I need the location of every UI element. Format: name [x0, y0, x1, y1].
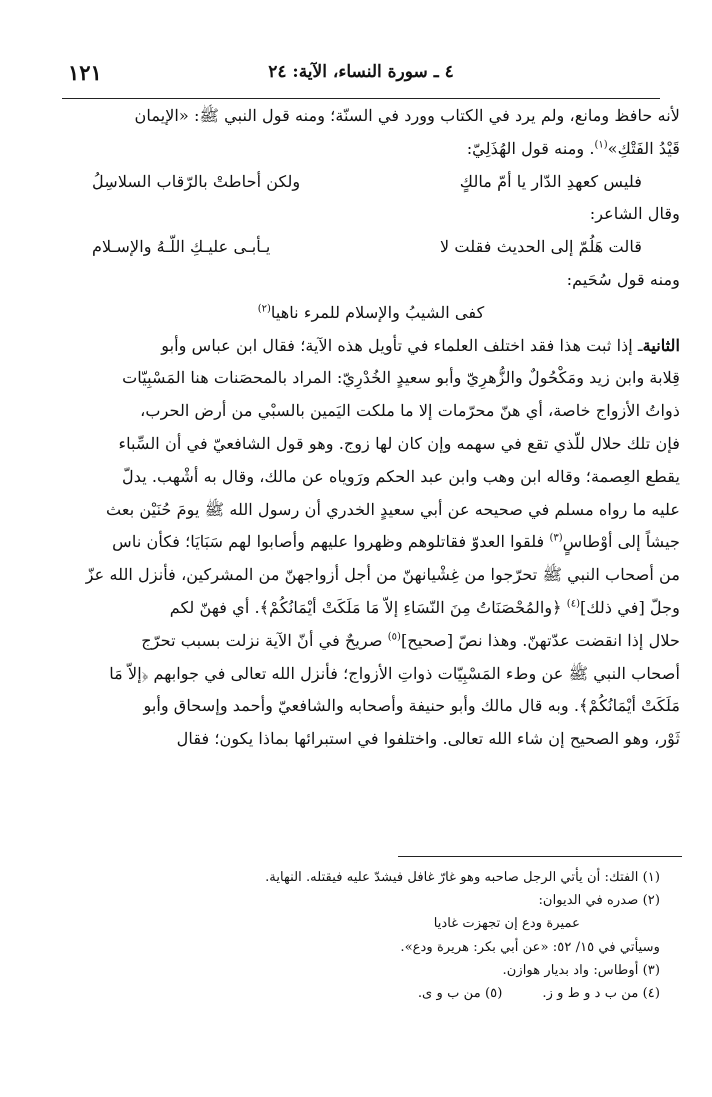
footnote-1: (١) الفتك: أن يأتي الرجل صاحبه وهو غارّ غافل فيشدّ عليه فيقتله. النهاية.: [265, 870, 660, 885]
text-line: عليه ما رواه مسلم في صحيحه عن أبي سعيدٍ الخدري أن رسول الله ﷺ يومَ حُنَيْن بعث: [105, 499, 680, 519]
text-line: وقال الشاعر:: [589, 204, 680, 224]
footnote-ref: (١): [594, 139, 608, 151]
footnote-ref: (٤): [566, 598, 580, 610]
hadith-quote: قَيْدُ الفَتْكِ»: [607, 138, 680, 158]
text-span: حلال إذا انقضت عدّتهنّ. وهذا نصّ [صحيح]: [400, 630, 680, 650]
header-title: ٤ ـ سورة النساء، الآية: ٢٤: [268, 62, 454, 82]
text-span: ـ إذا ثبت هذا فقد اختلف العلماء في تأويل هذه الآية؛ فقال ابن عباس وأبو: [161, 335, 643, 355]
page-number: ١٢١: [68, 60, 102, 85]
main-text: [62, 100, 680, 756]
text-line: لأنه حافظ ومانع، ولم يرد في الكتاب وورد في السنّة؛ ومنه قول النبي ﷺ: «الإيمان: [134, 106, 680, 125]
text-line: يقطع العِصمة؛ وقاله ابن وهب وابن عبد الحكم ورَوياه عن مالك، وقال به أشْهب. يدلّ: [121, 466, 680, 486]
poem-verse-3: [62, 297, 680, 330]
footnote-ref: (٣): [549, 532, 563, 544]
poem-verse-2: [62, 231, 680, 264]
footnote-4-5: [62, 982, 660, 1005]
footnote-ref: (٥): [387, 631, 401, 643]
text-line: أصحاب النبي ﷺ عن وطء المَسْبِيّات ذواتِ الأزواج؛ فأنزل الله تعالى في جوابهم ﴿إلاّ مَا: [109, 663, 680, 683]
footnotes: [62, 866, 660, 1005]
text-span: . ومنه قول الهُذَلِيّ:: [466, 138, 595, 158]
text-span: فلقوا العدوّ فقاتلوهم وظهروا عليهم وأصابوا لهم سَبَايَا؛ فكأن ناس: [112, 532, 550, 552]
text-line: قِلابة وابن زيد ومَكْحُولٌ والزُّهرِيّ وأبو سعيدٍ الخُدْرِيّ: المراد بالمحصَنات هنا المَسْبِيّات: [122, 368, 680, 388]
running-header: [62, 58, 660, 99]
poem-verse-1: [62, 166, 680, 199]
text-line: [62, 330, 680, 363]
text-span: وجلّ [في ذلك]: [579, 597, 680, 617]
section-label: الثانية: [642, 335, 680, 355]
text-span: جيشاً إلى أوْطاسٍ: [562, 532, 680, 552]
footnote-2-note: وسيأتي في ١٥/ ٥٢: «عن أبي بكر: هريرة ودع».: [400, 939, 660, 955]
footnote-3: (٣) أوطاس: واد بديار هوازن.: [502, 962, 660, 978]
text-line: مَلَكَتْ أيْمَانُكُمْ﴾. وبه قال مالك وأبو حنيفة وأصحابه والشافعيّ وأحمد وإسحاق وأبو: [143, 696, 680, 716]
footnote-separator: [398, 856, 682, 857]
verse-first-hemistich: قالت هَلُمّ إلى الحديث فقلت لا: [439, 237, 642, 257]
text-line: [62, 625, 680, 658]
text-span: صريحٌ في أنّ الآية نزلت بسبب تحرّج: [141, 630, 388, 650]
footnote-4: (٤) من ب د و ط و ز.: [542, 986, 660, 1002]
text-line: ومنه قول سُحَيم:: [566, 269, 680, 289]
footnote-2: (٢) صدره في الديوان:: [538, 893, 660, 909]
text-line: [62, 133, 680, 166]
footnote-ref: (٢): [257, 303, 271, 315]
footnote-5: (٥) من ب و ى.: [417, 986, 503, 1002]
quran-quote: ﴿والمُحْصَنَاتُ مِنَ النّسَاءِ إلاّ مَا مَلَكَتْ أيْمَانُكُمْ﴾. أي فهنّ لكم: [169, 597, 567, 617]
footnote-2-poem: عميرة ودع إن تجهزت غاديا: [433, 916, 580, 932]
text-line: [62, 526, 680, 559]
text-line: [62, 592, 680, 625]
verse-second-hemistich: يـأبـى عليـكِ اللّـهُ والإسـلام: [92, 237, 271, 257]
verse-text: كفى الشيبُ والإسلام للمرء ناهيا: [270, 302, 485, 322]
text-line: ذواتُ الأزواج خاصة، أي هنّ محرّمات إلا ما ملكت اليَمين بالسبْي من أرض الحرب،: [140, 401, 680, 421]
text-line: من أصحاب النبي ﷺ تحرّجوا من غِشْيانهنّ من أجل أزواجهنّ من المشركين، فأنزل الله عزّ: [85, 565, 680, 585]
text-line: فإن تلك حلال للّذي تقع في سهمه وإن كان لها زوج. وهو قول الشافعيّ في أن السِّباء: [118, 433, 680, 453]
verse-second-hemistich: ولكن أحاطتْ بالرّقاب السلاسِلُ: [92, 171, 301, 191]
verse-first-hemistich: فليس كعهدِ الدّار يا أمّ مالكٍ: [459, 171, 642, 191]
text-line: ثَوْر، وهو الصحيح إن شاء الله تعالى. واختلفوا في استبرائها بماذا يكون؛ فقال: [176, 729, 680, 749]
